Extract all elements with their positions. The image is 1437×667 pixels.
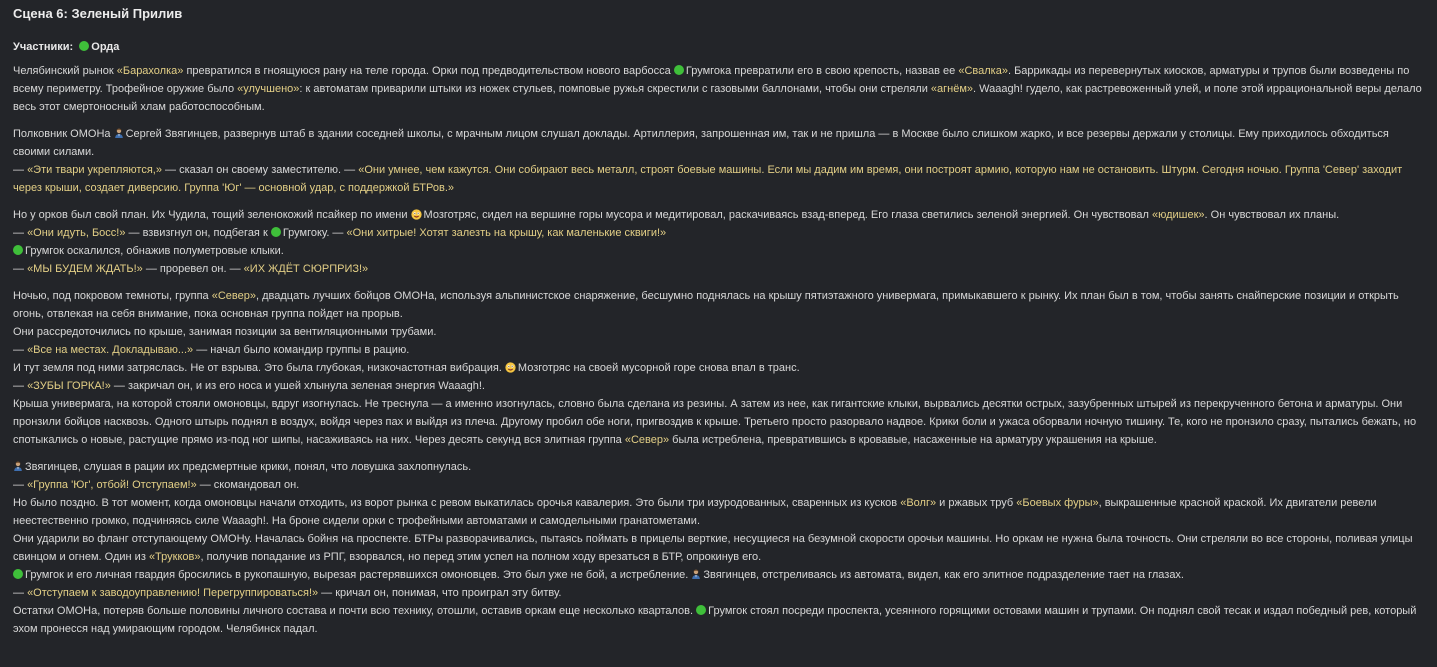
quote-text: «ЗУБЫ ГОРКА!» xyxy=(27,380,111,392)
narrative-text: Челябинский рынок xyxy=(13,65,117,77)
quote-text: «Волг» xyxy=(900,497,937,509)
narrative-text: Грумгока превратили его в свою крепость, назвав ее xyxy=(685,65,959,77)
text-line xyxy=(13,161,1425,197)
text-line xyxy=(13,566,1425,584)
quote-text: «Они хитрые! Хотят залезть на крышу, как маленькие сквиги!» xyxy=(346,227,667,239)
narrative-text: Крыша универмага, на которой стояли омоновцы, вдруг изогнулась. Не треснула — а именно изогнулась, словно была сделана из резины. А затем из нее, как гигантские клыки, вырвались десятки острых, зазубренных штырей из перекрученного бетона и арматуры. Они пронзили бойцов насквозь. Одного штырь поднял в воздух, войдя через пах и выйдя из плеча. Другому пробил обе ноги, пригвоздив к крыше. Третьего просто разорвало надвое. Крики боли и ужаса оборвали ночную тишину. Те, кого не пронзило сразу, пытались бежать, но спотыкались о новые, растущие прямо из-под ног шипы, насаживаясь на них. Через десять секунд вся элитная группа xyxy=(13,398,1417,446)
narrative-text: Но было поздно. В тот момент, когда омоновцы начали отходить, из ворот рынка с ревом выкатилась орочья кавалерия. Это были три изуродованных, сваренных из кусков xyxy=(13,497,901,509)
narrative-text: , двадцать лучших бойцов ОМОНа, используя альпинистское снаряжение, бесшумно поднялась на крышу пятиэтажного универмага, примыкавшего к рынку. Их план был в том, чтобы занять снайперские позиции и открыть огонь, отвлекая на себя внимание, пока основная группа пойдет на прорыв. xyxy=(13,290,1399,320)
text-line xyxy=(13,224,1425,242)
narrative-text: — xyxy=(13,344,28,356)
quote-text: «Они идуть, Босс!» xyxy=(27,227,126,239)
narrative-text: Грумгок и его личная гвардия бросились в рукопашную, вырезая растерявшихся омоновцев. Это был уже не бой, а истребление. xyxy=(25,569,692,581)
green-dot-icon xyxy=(13,569,23,579)
narrative-text: . Waaagh! гудело, как растревоженный улей, и поле этой иррациональной веры делало весь этот смертоносный хлам работоспособным. xyxy=(13,83,1422,113)
narrative-text: и ржавых труб xyxy=(936,497,1017,509)
text-line xyxy=(13,62,1425,116)
quote-text: «агнём» xyxy=(930,83,974,95)
participants-row xyxy=(13,39,1425,56)
quote-text: «Трукков» xyxy=(148,551,201,563)
person-icon xyxy=(114,126,124,136)
narrative-text: Они ударили во фланг отступающему ОМОНу. Началась бойня на проспекте. БТРы разворачивались, пытаясь поймать в прицелы верткие, несущиеся на безумной скорости орочьи машины. Но оркам не нужна была точность. Они стреляли во все стороны, поливая улицы свинцом и огнем. Один из xyxy=(13,533,1413,563)
quote-text: «ИХ ЖДЁТ СЮРПРИЗ!» xyxy=(243,263,369,275)
narrative-text: Сергей Звягинцев, развернув штаб в здании соседней школы, с мрачным лицом слушал доклады. Артиллерия, запрошенная им, так и не пришла — в Москве было слишком жарко, и все резервы держали у столицы. Ему приходилось обходиться своими силами. xyxy=(13,128,1389,158)
narrative-text: И тут земля под ними затряслась. Не от взрыва. Это была глубокая, низкочастотная вибрация. xyxy=(13,362,505,374)
paragraph xyxy=(13,287,1425,449)
paragraph xyxy=(13,458,1425,638)
crazy-face-icon xyxy=(411,208,422,219)
narrative-text: Они рассредоточились по крыше, занимая позиции за вентиляционными трубами. xyxy=(13,326,437,338)
narrative-text: — xyxy=(13,164,28,176)
narrative-text: Грумгок стоял посреди проспекта, усеянного горящими остовами машин и трупами. Он поднял свой тесак и издал победный рев, который эхом пронесся над умирающим городом. Челябинск падал. xyxy=(13,605,1417,635)
person-icon xyxy=(13,459,23,469)
quote-text: «Свалка» xyxy=(958,65,1008,77)
narrative-text: Полковник ОМОНа xyxy=(13,128,114,140)
narrative-text: — xyxy=(13,479,28,491)
quote-text: «Они умнее, чем кажутся. Они собирают весь металл, строят боевые машины. Если мы дадим им время, они построят армию, которую нам не остановить. Штурм. Сегодня ночью. Группа 'Север' заходит через крыши, создает диверсию. Группа 'Юг' — основной удар, с поддержкой БТРов.» xyxy=(13,164,1403,194)
participants-label: Участники: xyxy=(13,41,74,53)
scene-title: Сцена 6: Зеленый Прилив xyxy=(13,6,183,21)
paragraph xyxy=(13,125,1425,197)
narrative-text: . Он чувствовал их планы. xyxy=(1204,209,1340,221)
green-dot-icon xyxy=(696,605,706,615)
text-line xyxy=(13,602,1425,638)
narrative-text: — xyxy=(13,380,28,392)
green-dot-icon xyxy=(674,65,684,75)
narrative-text: Звягинцев, отстреливаясь из автомата, видел, как его элитное подразделение тает на глазах. xyxy=(703,569,1184,581)
text-line xyxy=(13,341,1425,359)
narrative-text: — xyxy=(13,587,28,599)
crazy-face-icon xyxy=(505,361,516,372)
quote-text: «Эти твари укрепляются,» xyxy=(27,164,162,176)
text-line xyxy=(13,584,1425,602)
narrative-text: : к автоматам приварили штыки из ножек стульев, помповые ружья скрестили с газовыми баллонами, чтобы они стреляли xyxy=(299,83,931,95)
quote-text: «Боевых фуры» xyxy=(1016,497,1099,509)
narrative-text: Мозготряс на своей мусорной горе снова впал в транс. xyxy=(517,362,800,374)
narrative-text: — xyxy=(13,227,28,239)
text-line xyxy=(13,530,1425,566)
text-line xyxy=(13,287,1425,323)
participants-value: Орда xyxy=(91,41,120,53)
narrative-text: — xyxy=(13,263,28,275)
narrative-text: , выкрашенные красной краской. Их двигатели ревели неестественно громко, подчиняясь силе Waaagh!. На броне сидели орки с трофейными автоматами и самодельными гранатометами. xyxy=(13,497,1377,527)
narrative-text: — взвизгнул он, подбегая к xyxy=(125,227,271,239)
quote-text: «Все на местах. Докладываю...» xyxy=(27,344,194,356)
person-icon xyxy=(691,567,701,577)
green-dot-icon xyxy=(13,245,23,255)
quote-text: «юдишек» xyxy=(1151,209,1205,221)
narrative-text: Звягинцев, слушая в рации их предсмертные крики, понял, что ловушка захлопнулась. xyxy=(25,461,472,473)
narrative-text: — закричал он, и из его носа и ушей хлынула зеленая энергия Waaagh!. xyxy=(110,380,485,392)
text-line xyxy=(13,494,1425,530)
narrative-text: Остатки ОМОНа, потеряв больше половины личного состава и почти всю технику, отошли, оставив оркам еще несколько кварталов. xyxy=(13,605,697,617)
green-dot-icon xyxy=(271,227,281,237)
quote-text: «Север» xyxy=(211,290,256,302)
quote-text: «улучшено» xyxy=(237,83,300,95)
narrative-text: , получив попадание из РПГ, взорвался, но перед этим успел на полном ходу врезаться в БТР, опрокинув его. xyxy=(200,551,762,563)
paragraph xyxy=(13,62,1425,116)
narrative-text: Грумгоку. — xyxy=(282,227,347,239)
narrative-text: — сказал он своему заместителю. — xyxy=(161,164,359,176)
quote-text: «Барахолка» xyxy=(116,65,184,77)
narrative-text: — проревел он. — xyxy=(142,263,244,275)
quote-text: «Группа 'Юг', отбой! Отступаем!» xyxy=(27,479,197,491)
quote-text: «Север» xyxy=(624,434,670,446)
narrative-text: . Баррикады из перевернутых киосков, арматуры и трупов были возведены по всему периметру. Трофейное оружие было xyxy=(13,65,1410,95)
narrative-text: была истреблена, превратившись в кровавые, насаженные на арматуру украшения на крыше. xyxy=(669,434,1157,446)
text-line xyxy=(13,359,1425,377)
narrative-text: превратился в гноящуюся рану на теле города. Орки под предводительством нового варбосса xyxy=(183,65,674,77)
text-line xyxy=(13,242,1425,260)
text-line xyxy=(13,458,1425,476)
narrative-text: Мозготряс, сидел на вершине горы мусора и медитировал, раскачиваясь взад-вперед. Его глаза светились зеленой энергией. Он чувствовал xyxy=(423,209,1152,221)
quote-text: «МЫ БУДЕМ ЖДАТЬ!» xyxy=(27,263,143,275)
text-line xyxy=(13,395,1425,449)
text-line xyxy=(13,206,1425,224)
quote-text: «Отступаем к заводоуправлению! Перегруппироваться!» xyxy=(27,587,319,599)
green-dot-icon xyxy=(79,41,89,51)
narrative-text: Ночью, под покровом темноты, группа xyxy=(13,290,212,302)
narrative-text: Но у орков был свой план. Их Чудила, тощий зеленокожий псайкер по имени xyxy=(13,209,411,221)
story-body xyxy=(13,62,1425,638)
text-line xyxy=(13,377,1425,395)
narrative-text: — кричал он, понимая, что проиграл эту битву. xyxy=(318,587,562,599)
text-line xyxy=(13,323,1425,341)
text-line xyxy=(13,125,1425,161)
narrative-text: Грумгок оскалился, обнажив полуметровые клыки. xyxy=(25,245,284,257)
text-line xyxy=(13,476,1425,494)
text-line xyxy=(13,260,1425,278)
narrative-text: — скомандовал он. xyxy=(196,479,300,491)
narrative-text: — начал было командир группы в рацию. xyxy=(193,344,410,356)
paragraph xyxy=(13,206,1425,278)
